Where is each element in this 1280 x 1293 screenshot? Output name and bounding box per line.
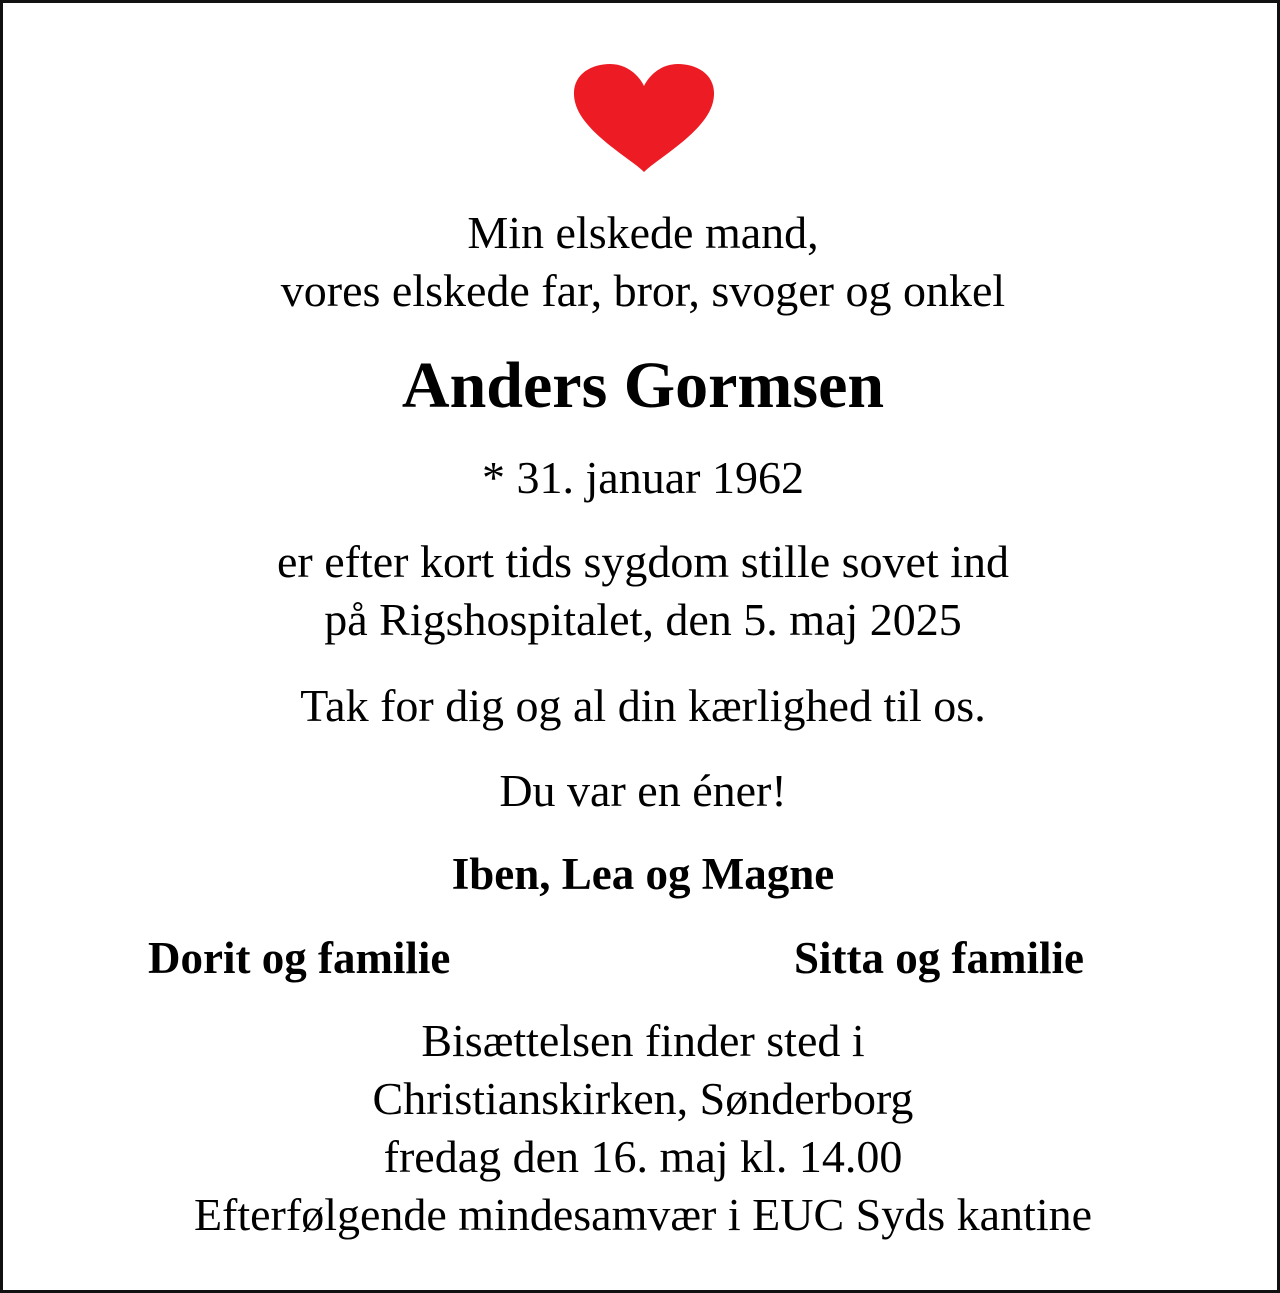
death-line-2: på Rigshospitalet, den 5. maj 2025: [324, 594, 962, 645]
family-left: Dorit og familie: [148, 933, 451, 983]
deceased-name: Anders Gormsen: [401, 349, 885, 422]
family-right: Sitta og familie: [794, 933, 1084, 983]
heart-icon: [572, 64, 716, 172]
thanks-text: Tak for dig og al din kærlighed til os.: [300, 680, 986, 731]
birth-date: * 31. januar 1962: [482, 452, 804, 503]
funeral-line-3: fredag den 16. maj kl. 14.00: [383, 1131, 903, 1182]
intro-line-2: vores elskede far, bror, svoger og onkel: [280, 265, 1006, 316]
funeral-line-2: Christianskirken, Sønderborg: [372, 1073, 914, 1124]
family-main: Iben, Lea og Magne: [451, 849, 835, 899]
intro-line-1: Min elskede mand,: [467, 207, 819, 258]
death-line-1: er efter kort tids sygdom stille sovet ind: [276, 536, 1010, 587]
funeral-line-1: Bisættelsen finder sted i: [421, 1015, 865, 1066]
funeral-line-4: Efterfølgende mindesamvær i EUC Syds kantine: [193, 1189, 1093, 1240]
tribute-text: Du var en éner!: [499, 765, 787, 816]
